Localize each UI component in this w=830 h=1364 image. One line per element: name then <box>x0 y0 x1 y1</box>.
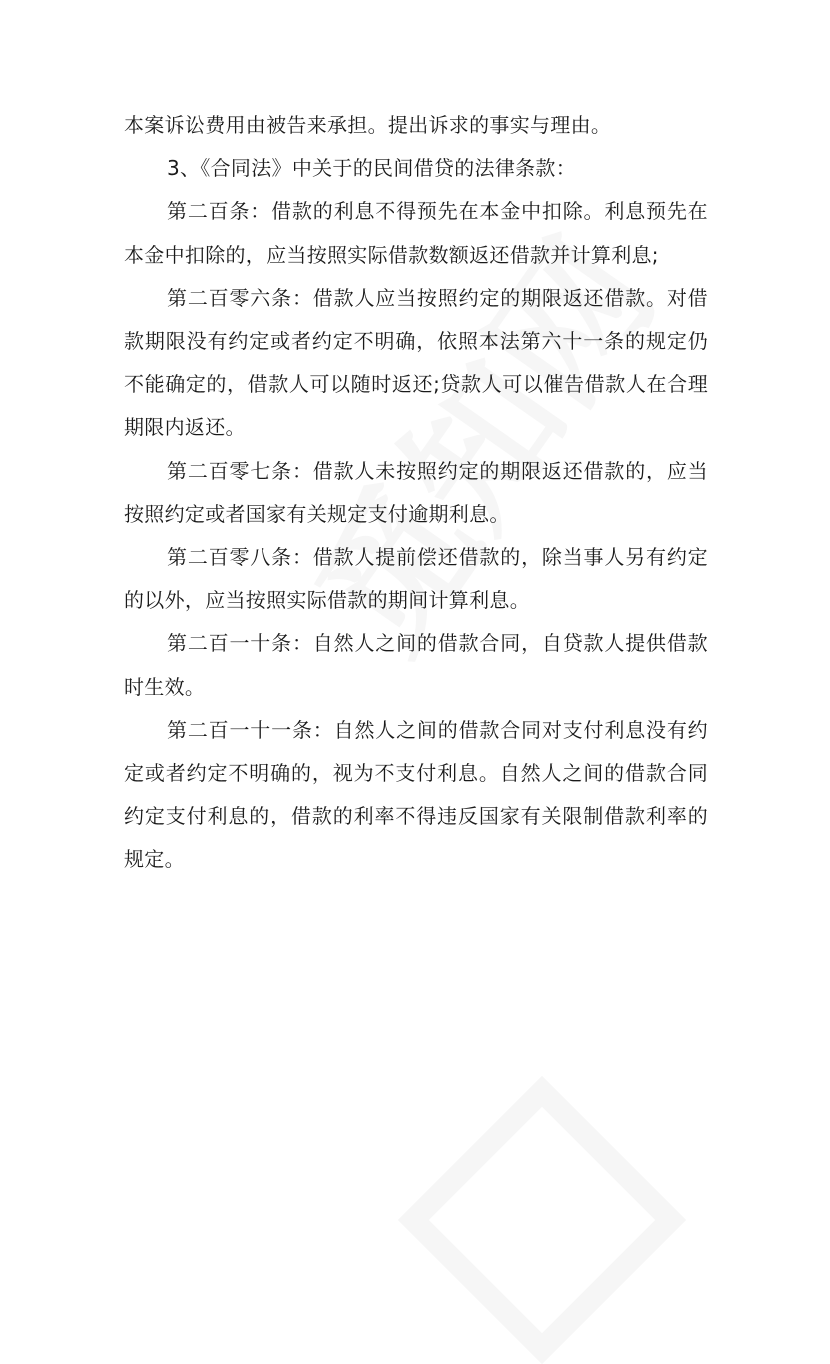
paragraph-article-207: 第二百零七条：借款人未按照约定的期限返还借款的，应当按照约定或者国家有关规定支付逾期利息。 <box>124 458 708 526</box>
paragraph-contract-law-heading: 3、《合同法》中关于的民间借贷的法律条款： <box>167 156 577 181</box>
paragraph-article-206: 第二百零六条：借款人应当按照约定的期限返还借款。对借款期限没有约定或者约定不明确，依照本法第六十一条的规定仍不能确定的，借款人可以随时返还;贷款人可以催告借款人在合理期限内返还。 <box>124 285 708 440</box>
watermark-logo <box>398 1076 686 1364</box>
document-page <box>124 104 708 882</box>
paragraph-article-210: 第二百一十条：自然人之间的借款合同，自贷款人提供借款时生效。 <box>124 631 708 699</box>
paragraph-article-200: 第二百条：借款的利息不得预先在本金中扣除。利息预先在本金中扣除的，应当按照实际借款数额返还借款并计算利息; <box>124 199 708 267</box>
paragraph-article-208: 第二百零八条：借款人提前偿还借款的，除当事人另有约定的以外，应当按照实际借款的期间计算利息。 <box>124 545 708 613</box>
paragraph-litigation-costs: 本案诉讼费用由被告来承担。提出诉求的事实与理由。 <box>124 113 612 137</box>
paragraph-article-211: 第二百一十一条：自然人之间的借款合同对支付利息没有约定或者约定不明确的，视为不支付利息。自然人之间的借款合同约定支付利息的，借款的利率不得违反国家有关限制借款利率的规定。 <box>124 717 708 872</box>
